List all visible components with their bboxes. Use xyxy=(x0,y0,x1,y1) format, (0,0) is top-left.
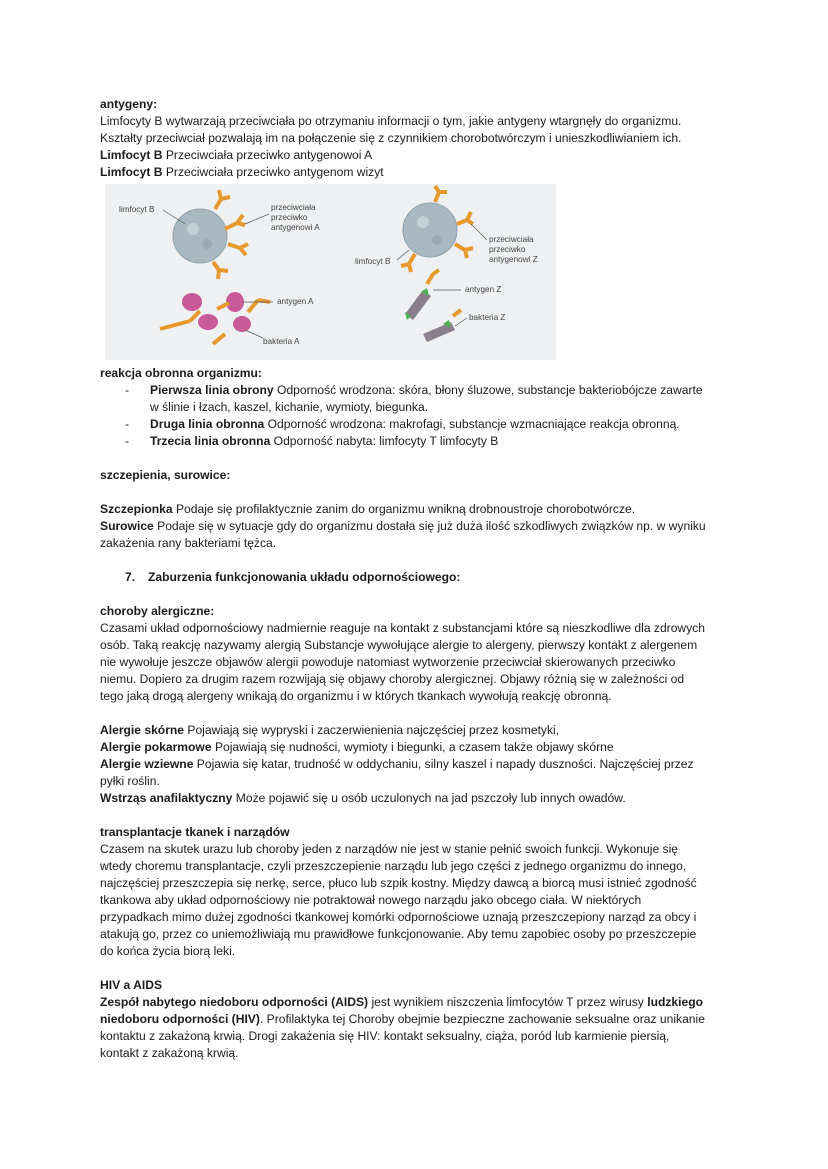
allergy-air: Alergie wziewne Pojawia się katar, trudność w oddychaniu, silny kaszel i napady duszności. Najczęściej przez xyxy=(100,757,694,771)
transplant-line: Czasem na skutek urazu lub choroby jeden z narządów nie jest w stanie pełnić swoich funkcji. Wykonuje się xyxy=(100,842,678,856)
antigens-line-1: Limfocyt B Przeciwciała przeciwko antygenowoi A xyxy=(100,148,373,162)
allergy-skin: Alergie skórne Pojawiają się wypryski i zaczerwienienia najczęściej przez kosmetyki, xyxy=(100,723,560,737)
allergy-line: osób. Taką reakcję nazywamy alergią Substancje wywołujące alergie to alergeny, pierwszy kontakt z alergenem xyxy=(100,638,698,652)
anaphylactic-shock: Wstrząs anafilaktyczny Może pojawić się u osób uczulonych na jad pszczoły lub innych owadów. xyxy=(100,791,626,805)
label-antigen-z: antygen Z xyxy=(465,285,502,294)
list-item: - Trzecia linia obronna Odporność nabyta: limfocyty T limfocyty B xyxy=(125,434,499,448)
allergy-line: nie wywołuje jeszcze objawów alergii powoduje natomiast wytworzenie przeciwciał skierowanych przeciwko xyxy=(100,655,676,669)
label-bacteria-z: bakteria Z xyxy=(469,313,506,322)
lymphocyte-z xyxy=(403,203,457,257)
serum-line-2: zakażenia rany bakteriami tężca. xyxy=(100,536,277,550)
label-antibodies-a-1: przeciwciała xyxy=(271,203,316,212)
label-lymphocyte-a: limfocyt B xyxy=(119,205,155,214)
vaccines-heading: szczepienia, surowice: xyxy=(100,468,231,482)
lymphocyte-antibody-figure xyxy=(105,184,556,360)
lymphocyte-a xyxy=(173,209,227,263)
transplant-line: do końca życia biorą leki. xyxy=(100,944,236,958)
allergy-air-2: pyłki roślin. xyxy=(100,774,160,788)
allergy-heading: choroby alergiczne: xyxy=(100,604,215,618)
bacteria-a-cluster xyxy=(182,292,251,332)
bacteria-z-cluster xyxy=(405,288,455,342)
list-item: - Pierwsza linia obrony Odporność wrodzona: skóra, błony śluzowe, substancje bakteriobójcze zawarte w ślinie i łzach, kaszel, kichanie, wymioty, biegunka. xyxy=(125,383,703,414)
allergy-line: niemu. Dopiero za drugim razem rozwijają się objawy choroby alergicznej. Objawy różnią się w zależności od xyxy=(100,672,685,686)
serum-line: Surowice Podaje się w sytuacje gdy do organizmu dostała się już duża ilość szkodliwych związków np. w wyniku xyxy=(100,519,706,533)
allergy-food: Alergie pokarmowe Pojawiają się nudności, wymioty i biegunki, a czasem także objawy skórne xyxy=(100,740,614,754)
defense-heading: reakcja obronna organizmu: xyxy=(100,366,262,380)
antigens-heading: antygeny: xyxy=(100,97,158,111)
transplant-line: tkankowa aby układ odpornościowy nie potraktował nowego narządu jako obcego ciała. W niektórych xyxy=(100,893,642,907)
document-page xyxy=(100,96,736,1062)
hiv-heading: HIV a AIDS xyxy=(100,978,163,992)
hiv-line-2: niedoboru odporności (HIV). Profilaktyka tej Choroby obejmie bezpieczne zachowanie seksualne oraz unikanie xyxy=(100,1012,705,1026)
hiv-line-1: Zespół nabytego niedoboru odporności (AIDS) jest wynikiem niszczenia limfocytów T przez wirusy ludzkiego xyxy=(100,995,703,1009)
transplant-line: atakują go, przez co uniemożliwiają mu prawidłowe funkcjonowanie. Aby temu zapobiec osoby po przeszczepie xyxy=(100,927,697,941)
defense-list xyxy=(100,382,736,450)
hiv-line-4: kontakt z zakażoną krwią. xyxy=(100,1046,239,1060)
allergy-line: tego jaką drogą alergeny wnikają do organizmu i w których tkankach wywołują reakcję obronną. xyxy=(100,689,612,703)
hiv-line-3: kontaktu z zakażoną krwią. Drogi zakażenia się HIV: kontakt seksualny, ciąża, poród lub karmienie piersią, xyxy=(100,1029,670,1043)
section-7-title: 7. Zaburzenia funkcjonowania układu odpornościowego: xyxy=(125,570,461,584)
antigens-line-2: Limfocyt B Przeciwciała przeciwko antygenom wizyt xyxy=(100,165,384,179)
label-antibodies-z-1: przeciwciała xyxy=(489,235,534,244)
transplant-line: najczęściej przeszczepia się nerkę, serce, płuco lub szpik kostny. Między dawcą a biorcą musi istnieć zgodność xyxy=(100,876,697,890)
antigens-para-1: Limfocyty B wytwarzają przeciwciała po otrzymaniu informacji o tym, jakie antygeny wtargnęły do organizmu. xyxy=(100,114,682,128)
label-antibodies-z-3: antygenowi Z xyxy=(489,255,538,264)
antigens-para-2: Kształty przeciwciał pozwalają im na połączenie się z czynnikiem chorobotwórczym i unieszkodliwianiem ich. xyxy=(100,131,682,145)
label-antigen-a: antygen A xyxy=(277,297,314,306)
label-antibodies-z-2: przeciwko xyxy=(489,245,526,254)
label-lymphocyte-z: limfocyt B xyxy=(355,257,391,266)
transplant-line: wtedy choremu transplantacje, czyli przeszczepienie narządu lub jego części z jednego organizmu do innego, xyxy=(100,859,687,873)
transplant-heading: transplantacje tkanek i narządów xyxy=(100,825,290,839)
label-bacteria-a: bakteria A xyxy=(263,337,300,346)
list-item: - Druga linia obronna Odporność wrodzona: makrofagi, substancje wzmacniające reakcja obronną. xyxy=(125,417,680,431)
transplant-line: przypadkach mimo dużej zgodności tkankowej komórki odpornościowe uznają przeszczepiony narząd za obcy i xyxy=(100,910,697,924)
vaccine-line: Szczepionka Podaje się profilaktycznie zanim do organizmu wnikną drobnoustroje chorobotwórcze. xyxy=(100,502,636,516)
allergy-line: Czasami układ odpornościowy nadmiernie reaguje na kontakt z substancjami które są nieszkodliwe dla zdrowych xyxy=(100,621,705,635)
label-antibodies-a-2: przeciwko xyxy=(271,213,308,222)
label-antibodies-a-3: antygenowi A xyxy=(271,223,320,232)
